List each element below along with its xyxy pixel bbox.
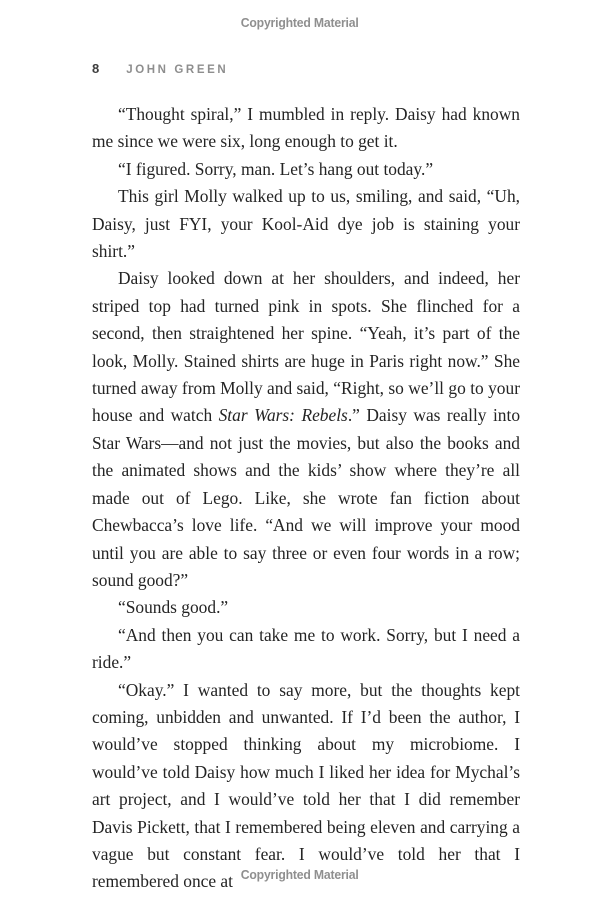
- text-run: “Sounds good.”: [118, 597, 229, 618]
- text-run: This girl Molly walked up to us, smiling, and said, “Uh, Daisy, just FYI, your Kool-Aid dye job is staining your shirt.”: [92, 186, 520, 262]
- page-number: 8: [92, 61, 100, 76]
- text-run: .” Daisy was really into Star Wars—and not just the movies, but also the books and the animated shows and the kids’ show where they’re all made out of Lego. Like, she wrote fan fiction about Chewbacca’s love life. “And we will improve your mood until you are able to say three or even four words in a row; sound good?”: [92, 405, 521, 590]
- text-run: Daisy looked down at her shoulders, and indeed, her striped top had turned pink in spots. She flinched for a second, then straightened her spine. “Yeah, it’s part of the look, Molly. Stained shirts are huge in Paris right now.” She turned away from Molly and said, “Right, so we’ll go to your house and watch: [92, 268, 520, 426]
- page-body-text: [92, 101, 520, 896]
- paragraph: [92, 156, 520, 183]
- copyright-notice-bottom: [0, 867, 600, 882]
- text-run: “I figured. Sorry, man. Let’s hang out today.”: [118, 158, 434, 179]
- copyright-notice-top-label: Copyrighted Material: [241, 15, 359, 30]
- text-run: “Okay.” I wanted to say more, but the thoughts kept coming, unbidden and unwanted. If I’d been the author, I would’ve stopped thinking about my microbiome. I would’ve told Daisy how much I liked her idea for Mychal’s art project, and I would’ve told her that I did remember Davis Pickett, that I remembered being eleven and carrying a vague but constant fear. I would’ve told her that I remembered once at: [92, 679, 520, 892]
- paragraph: [92, 622, 520, 677]
- paragraph: [92, 594, 520, 621]
- paragraph: [92, 183, 520, 265]
- italic-text-run: Star Wars: Rebels: [218, 405, 348, 426]
- running-header: [92, 61, 228, 76]
- running-header-author: JOHN GREEN: [126, 64, 229, 76]
- copyright-notice-bottom-label: Copyrighted Material: [241, 867, 359, 882]
- text-run: “Thought spiral,” I mumbled in reply. Daisy had known me since we were six, long enough to get it.: [92, 104, 520, 152]
- text-run: “And then you can take me to work. Sorry, but I need a ride.”: [92, 624, 520, 673]
- copyright-notice-top: [0, 15, 600, 30]
- paragraph: [92, 101, 520, 156]
- paragraph: [92, 265, 520, 594]
- paragraph: [92, 677, 520, 896]
